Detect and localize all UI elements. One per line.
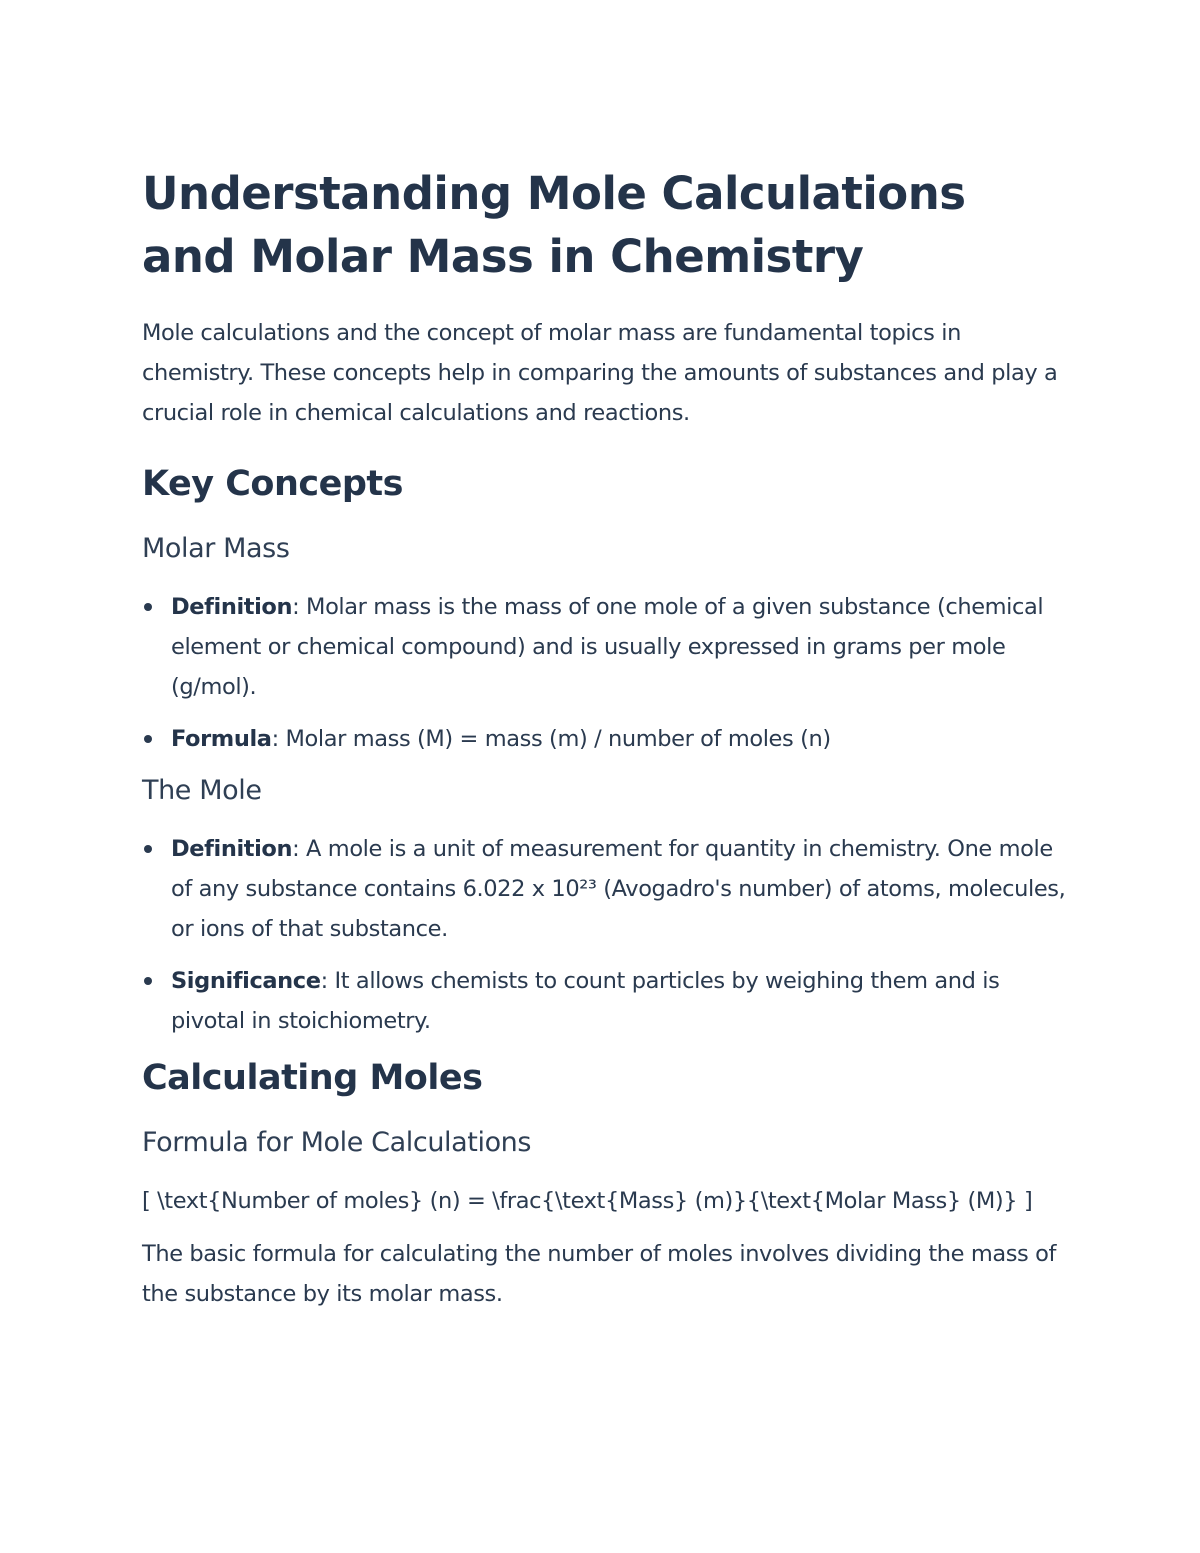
subsection-heading-formula: Formula for Mole Calculations — [142, 1127, 532, 1158]
molar-mass-list — [142, 587, 1072, 759]
bullet-icon — [144, 735, 152, 743]
formula-text: [ \text{Number of moles} (n) = \frac{\text{Mass} (m)}{\text{Molar Mass} (M)} ] — [142, 1188, 1033, 1214]
subsection-heading-the-mole: The Mole — [142, 775, 262, 806]
subsection-heading-molar-mass: Molar Mass — [142, 533, 290, 564]
list-item — [142, 961, 1072, 1041]
section-heading-calculating-moles: Calculating Moles — [142, 1058, 483, 1098]
item-text: : Molar mass is the mass of one mole of a given substance (chemical element or chemical compound) and is usually expressed in grams per mole (g/mol). — [171, 594, 1044, 700]
item-label: Definition — [171, 594, 293, 620]
item-text: : A mole is a unit of measurement for quantity in chemistry. One mole of any substance contains 6.022 x 10²³ (Avogadro's number) of atoms, molecules, or ions of that substance. — [171, 836, 1066, 942]
bullet-icon — [144, 603, 152, 611]
list-item — [142, 719, 1072, 759]
bullet-icon — [144, 977, 152, 985]
bullet-icon — [144, 845, 152, 853]
section-heading-key-concepts: Key Concepts — [142, 464, 403, 504]
item-label: Formula — [171, 726, 272, 752]
item-label: Definition — [171, 836, 293, 862]
document-page — [142, 162, 1072, 1314]
page-title: Understanding Mole Calculations and Molar Mass in Chemistry — [142, 167, 966, 283]
list-item — [142, 829, 1072, 949]
the-mole-list — [142, 829, 1072, 1041]
intro-paragraph: Mole calculations and the concept of molar mass are fundamental topics in chemistry. These concepts help in comparing the amounts of substances and play a crucial role in chemical calculations and reactions. — [142, 320, 1058, 426]
item-label: Significance — [171, 968, 321, 994]
list-item — [142, 587, 1072, 707]
item-text: : It allows chemists to count particles by weighing them and is pivotal in stoichiometry. — [171, 968, 1000, 1034]
item-text: : Molar mass (M) = mass (m) / number of moles (n) — [271, 726, 831, 752]
explanation-paragraph: The basic formula for calculating the number of moles involves dividing the mass of the substance by its molar mass. — [142, 1241, 1057, 1307]
